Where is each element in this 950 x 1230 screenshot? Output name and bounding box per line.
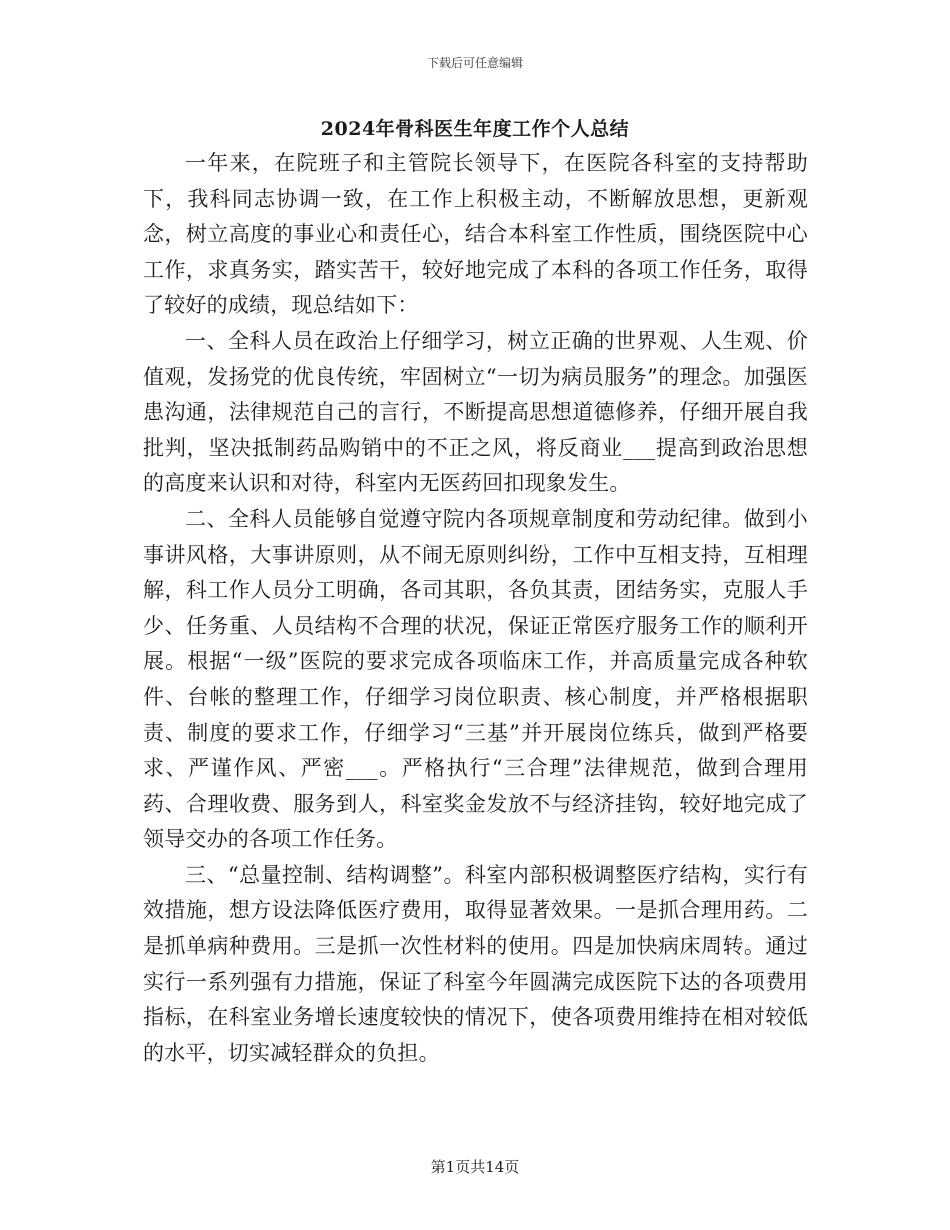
page-footer: 第1页共14页 — [430, 1158, 520, 1176]
paragraph-section-3: 三、“总量控制、结构调整”。科室内部积极调整医疗结构，实行有效措施，想方设法降低医疗费用，取得显著效果。一是抓合理用药。二是抓单病种费用。三是抓一次性材料的使用。四是加快病床周转。通过实行一系列强有力措施，保证了科室今年圆满完成医院下达的各项费用指标，在科室业务增长速度较快的情况下，使各项费用维持在相对较低的水平，切实减轻群众的负担。 — [143, 862, 808, 1065]
paragraph-intro: 一年来，在院班子和主管院长领导下，在医院各科室的支持帮助下，我科同志协调一致，在工作上积极主动，不断解放思想，更新观念，树立高度的事业心和责任心，结合本科室工作性质，围绕医院中心工作，求真务实，踏实苦干，较好地完成了本科的各项工作任务，取得了较好的成绩，现总结如下： — [143, 151, 808, 318]
document-title: 2024年骨科医生年度工作个人总结 — [320, 118, 630, 140]
document-body — [143, 146, 808, 1071]
header-note: 下载后可任意编辑 — [426, 56, 523, 70]
paragraph-section-2: 二、全科人员能够自觉遵守院内各项规章制度和劳动纪律。做到小事讲风格，大事讲原则，从不闹无原则纠纷，工作中互相支持，互相理解，科工作人员分工明确，各司其职，各负其责，团结务实，克服人手少、任务重、人员结构不合理的状况，保证正常医疗服务工作的顺利开展。根据“一级”医院的要求完成各项临床工作，并高质量完成各种软件、台帐的整理工作，仔细学习岗位职责、核心制度，并严格根据职责、制度的要求工作，仔细学习“三基”并开展岗位练兵，做到严格要求、严谨作风、严密___。严格执行“三合理”法律规范，做到合理用药、合理收费、服务到人，科室奖金发放不与经济挂钩，较好地完成了领导交办的各项工作任务。 — [143, 506, 808, 852]
paragraph-section-1: 一、全科人员在政治上仔细学习，树立正确的世界观、人生观、价值观，发扬党的优良传统，牢固树立“一切为病员服务”的理念。加强医患沟通，法律规范自己的言行，不断提高思想道德修养，仔细开展自我批判，坚决抵制药品购销中的不正之风，将反商业___提高到政治思想的高度来认识和对待，科室内无医药回扣现象发生。 — [143, 328, 808, 496]
